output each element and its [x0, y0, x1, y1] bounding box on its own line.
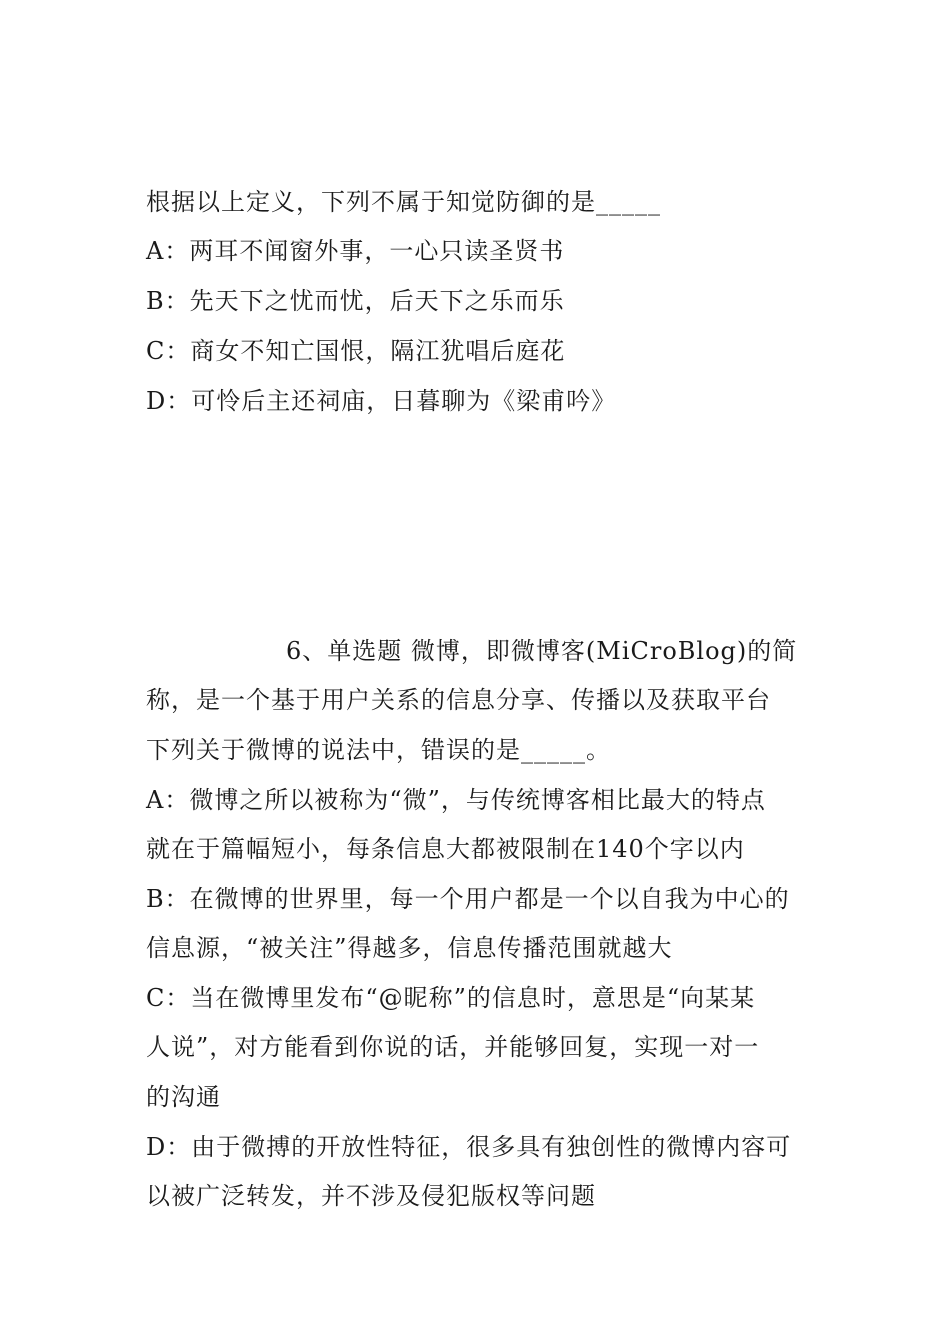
question-5-option-b: B：先天下之忧而忧，后天下之乐而乐 — [146, 287, 565, 315]
question-6-stem-line-3: 下列关于微博的说法中，错误的是_____。 — [146, 736, 611, 764]
question-6-option-b-line-2: 信息源，“被关注”得越多，信息传播范围就越大 — [146, 934, 673, 962]
question-6-option-d-line-2: 以被广泛转发，并不涉及侵犯版权等问题 — [146, 1182, 596, 1210]
question-6-option-c-line-3: 的沟通 — [146, 1083, 221, 1111]
question-6-stem-line-1: 6、单选题 微博，即微博客(MiCroBlog)的简 — [286, 637, 798, 665]
question-6-option-c-line-2: 人说”，对方能看到你说的话，并能够回复，实现一对一 — [146, 1033, 760, 1061]
question-5-stem: 根据以上定义，下列不属于知觉防御的是_____ — [146, 188, 661, 216]
question-6-option-c-line-1: C：当在微博里发布“@昵称”的信息时，意思是“向某某 — [146, 984, 756, 1012]
question-6-option-b-line-1: B：在微博的世界里，每一个用户都是一个以自我为中心的 — [146, 885, 790, 913]
question-6-option-a-line-1: A：微博之所以被称为“微”，与传统博客相比最大的特点 — [146, 786, 766, 814]
question-6-option-a-line-2: 就在于篇幅短小，每条信息大都被限制在140个字以内 — [146, 835, 745, 863]
question-5-option-a: A：两耳不闻窗外事，一心只读圣贤书 — [146, 237, 565, 265]
question-5-option-c: C：商女不知亡国恨，隔江犹唱后庭花 — [146, 337, 566, 365]
question-6-option-d-line-1: D：由于微搏的开放性特征，很多具有独创性的微博内容可 — [146, 1133, 792, 1161]
question-5-option-d: D：可怜后主还祠庙，日暮聊为《梁甫吟》 — [146, 387, 617, 415]
question-6-stem-line-2: 称，是一个基于用户关系的信息分享、传播以及获取平台 — [146, 686, 771, 714]
